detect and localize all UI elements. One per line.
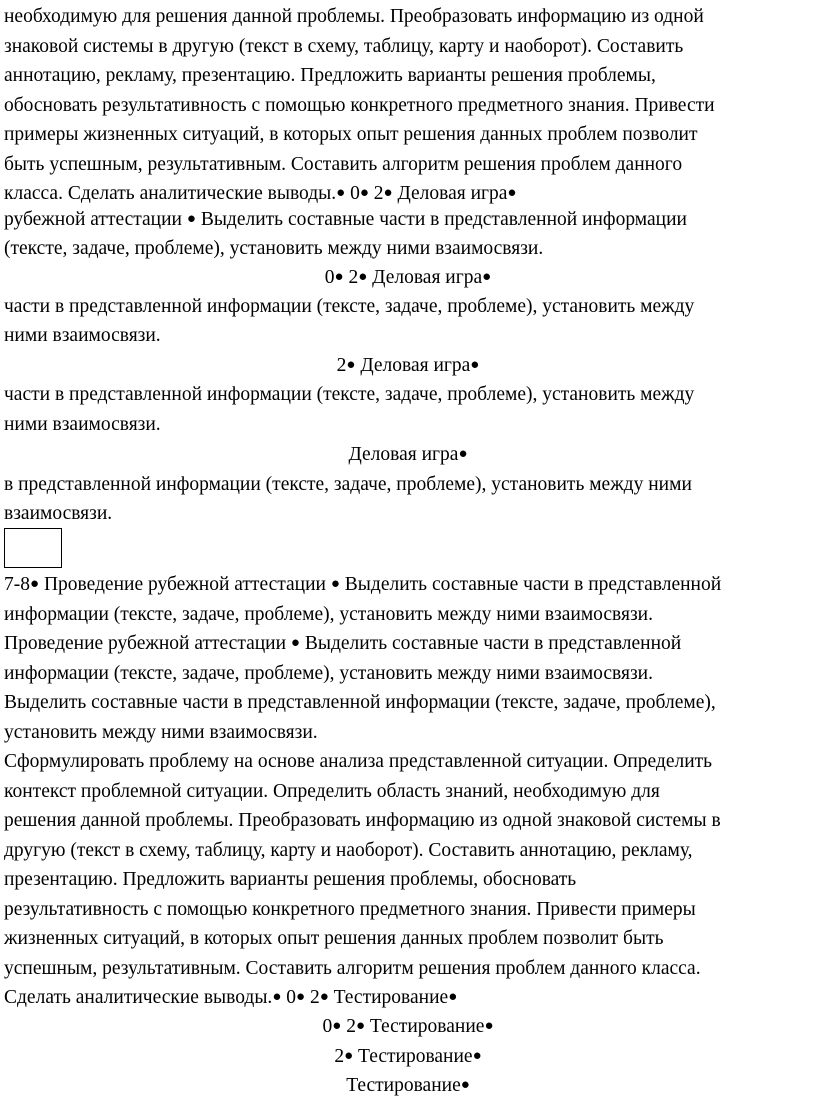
text-line: ними взаимосвязи. [4, 414, 161, 435]
centered-line: 2● Тестирование● [334, 1046, 482, 1067]
text-line: быть успешным, результативным. Составить алгоритм решения проблем данного [4, 154, 683, 175]
text-line: жизненных ситуаций, в которых опыт решения данных проблем позволит быть [4, 928, 664, 949]
centered-line: 0● 2● Деловая игра● [324, 267, 492, 288]
bullet-icon: ● [334, 269, 344, 285]
text-line: необходимую для решения данной проблемы. Преобразовать информацию из одной [4, 6, 704, 27]
bullet-icon: ● [330, 576, 340, 592]
bullet-icon: ● [460, 1077, 470, 1093]
text-line: взаимосвязи. [4, 503, 113, 524]
bullet-icon: ● [186, 211, 196, 227]
bullet-icon: ● [336, 185, 346, 201]
bullet-icon: ● [470, 357, 480, 373]
text-line: другую (текст в схему, таблицу, карту и наоборот). Составить аннотацию, рекламу, [4, 840, 693, 861]
text-line: аннотацию, рекламу, презентацию. Предложить варианты решения проблемы, [4, 65, 656, 86]
bullet-icon: ● [346, 357, 356, 373]
bullet-icon: ● [332, 1018, 342, 1034]
text-line: результативность с помощью конкретного предметного знания. Привести примеры [4, 899, 696, 920]
bullet-icon: ● [507, 185, 517, 201]
text-line: решения данной проблемы. Преобразовать информацию из одной знаковой системы в [4, 810, 721, 831]
text-line: знаковой системы в другую (текст в схему, таблицу, карту и наоборот). Составить [4, 36, 684, 57]
text-line: 7-8● Проведение рубежной аттестации ● Выделить составные части в представленной [4, 574, 722, 595]
text-line: (тексте, задаче, проблеме), установить между ними взаимосвязи. [4, 238, 544, 259]
bullet-icon: ● [472, 1048, 482, 1064]
bullet-icon: ● [290, 635, 300, 651]
text-line: ними взаимосвязи. [4, 325, 161, 346]
text-line: информации (тексте, задаче, проблеме), установить между ними взаимосвязи. [4, 663, 653, 684]
bullet-icon: ● [344, 1048, 354, 1064]
text-line: примеры жизненных ситуаций, в которых опыт решения данных проблем позволит [4, 124, 698, 145]
bullet-icon: ● [355, 1018, 365, 1034]
centered-line: 2● Деловая игра● [336, 355, 480, 376]
bullet-icon: ● [448, 989, 458, 1005]
text-line: в представленной информации (тексте, задаче, проблеме), установить между ними [4, 474, 692, 495]
text-line: рубежной аттестации ● Выделить составные части в представленной информации [4, 209, 687, 230]
bullet-icon: ● [484, 1018, 494, 1034]
bullet-icon: ● [458, 446, 468, 462]
bullet-icon: ● [319, 989, 329, 1005]
text-line: Выделить составные части в представленной информации (тексте, задаче, проблеме), [4, 692, 716, 713]
text-line: успешным, результативным. Составить алгоритм решения проблем данного класса. [4, 958, 701, 979]
bullet-icon: ● [30, 576, 40, 592]
text-line: установить между ними взаимосвязи. [4, 722, 318, 743]
text-line: обосновать результативность с помощью конкретного предметного знания. Привести [4, 95, 715, 116]
bullet-icon: ● [272, 989, 282, 1005]
bullet-icon: ● [359, 185, 369, 201]
text-line: Сформулировать проблему на основе анализа представленной ситуации. Определить [4, 751, 713, 772]
text-line: части в представленной информации (тексте, задаче, проблеме), установить между [4, 296, 695, 317]
empty-table-cell [4, 528, 62, 568]
text-line: Проведение рубежной аттестации ● Выделить составные части в представленной [4, 633, 682, 654]
bullet-icon: ● [296, 989, 306, 1005]
bullet-icon: ● [358, 269, 368, 285]
text-line: класса. Сделать аналитические выводы.● 0● 2● Деловая игра● [4, 183, 517, 204]
centered-line: Тестирование● [346, 1075, 470, 1096]
bullet-icon: ● [383, 185, 393, 201]
text-line: презентацию. Предложить варианты решения проблемы, обосновать [4, 869, 577, 890]
text-line: контекст проблемной ситуации. Определить область знаний, необходимую для [4, 781, 660, 802]
bullet-icon: ● [482, 269, 492, 285]
centered-line: Деловая игра● [348, 444, 468, 465]
text-line: части в представленной информации (тексте, задаче, проблеме), установить между [4, 384, 695, 405]
text-line: информации (тексте, задаче, проблеме), установить между ними взаимосвязи. [4, 604, 653, 625]
text-line: Сделать аналитические выводы.● 0● 2● Тестирование● [4, 987, 458, 1008]
centered-line: 0● 2● Тестирование● [322, 1016, 494, 1037]
